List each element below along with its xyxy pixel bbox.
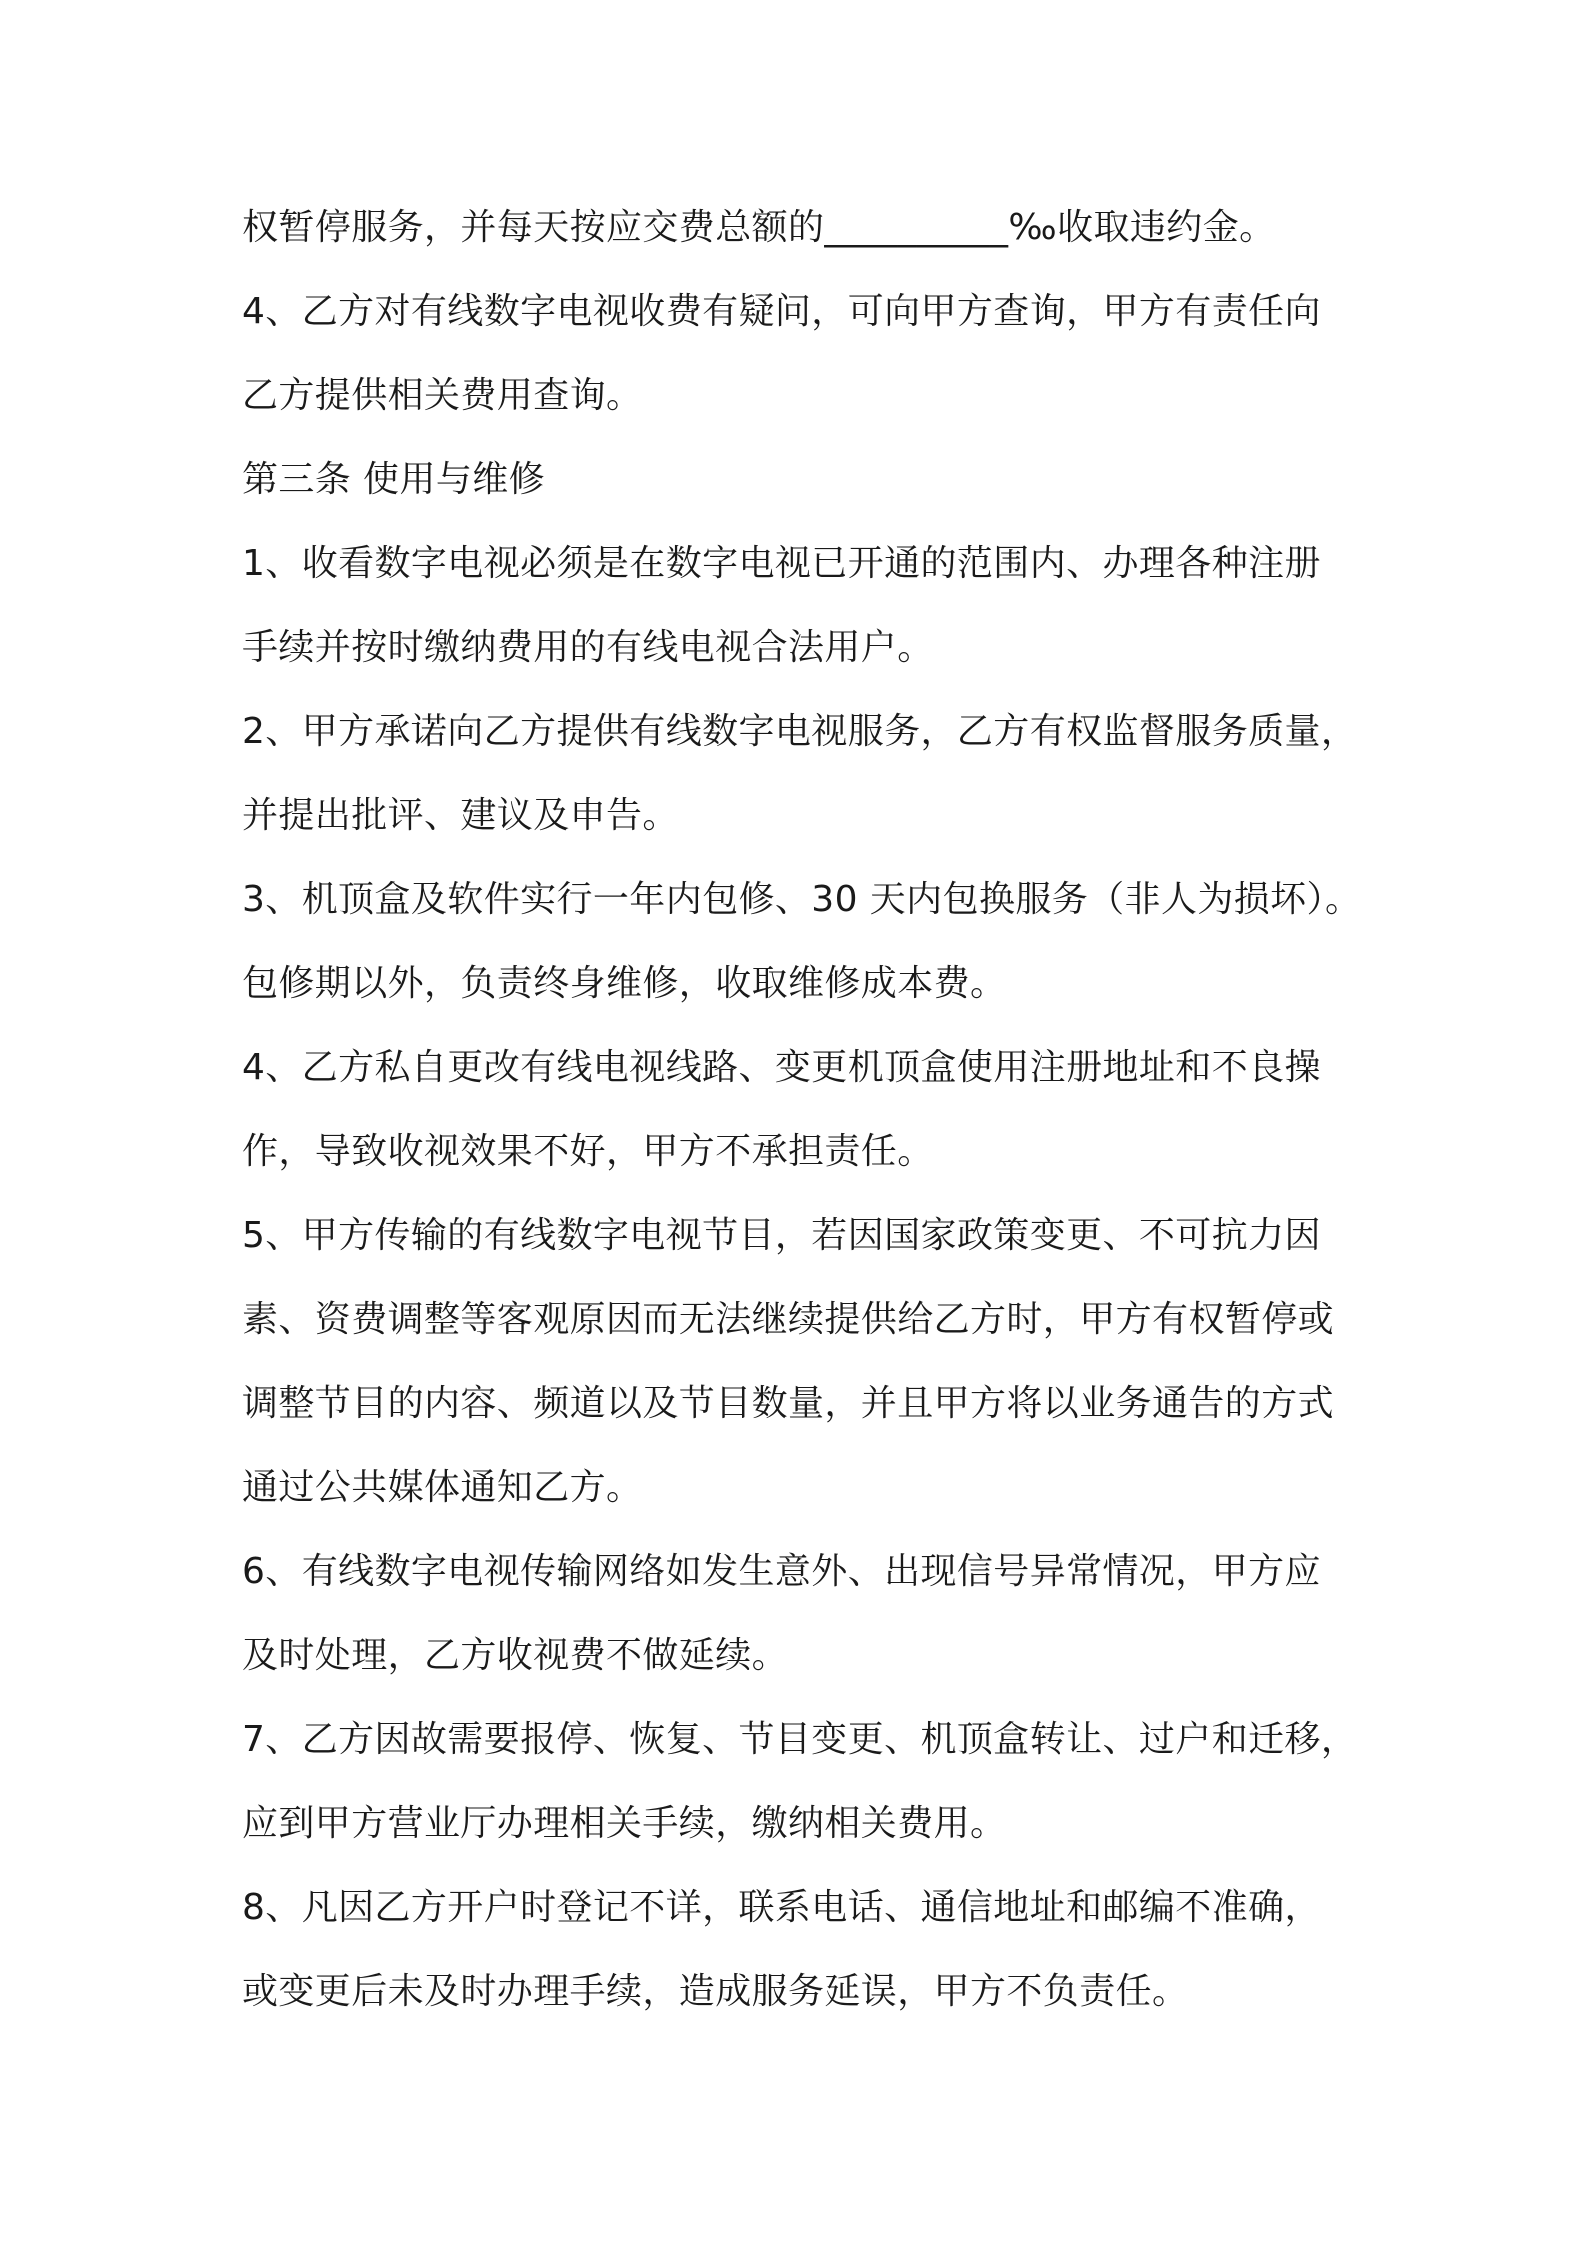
text-line: 6、有线数字电视传输网络如发生意外、出现信号异常情况，甲方应 bbox=[242, 1551, 1321, 1592]
text-line: 2、甲方承诺向乙方提供有线数字电视服务，乙方有权监督服务质量， bbox=[242, 711, 1358, 752]
text-line: 1、收看数字电视必须是在数字电视已开通的范围内、办理各种注册 bbox=[242, 543, 1321, 584]
text-line: 通过公共媒体通知乙方。 bbox=[242, 1467, 643, 1508]
text-line: 作，导致收视效果不好，甲方不承担责任。 bbox=[242, 1131, 934, 1172]
text-line: 8、凡因乙方开户时登记不详，联系电话、通信地址和邮编不准确， bbox=[242, 1887, 1321, 1928]
text-line: 或变更后未及时办理手续，造成服务延误，甲方不负责任。 bbox=[242, 1971, 1189, 2012]
text-line: 3、机顶盒及软件实行一年内包修、30 天内包换服务（非人为损坏）。 bbox=[242, 879, 1362, 920]
text-line: 手续并按时缴纳费用的有线电视合法用户。 bbox=[242, 627, 934, 668]
text-line: 应到甲方营业厅办理相关手续，缴纳相关费用。 bbox=[242, 1803, 1007, 1844]
text-line: 及时处理，乙方收视费不做延续。 bbox=[242, 1635, 789, 1676]
text-line: 并提出批评、建议及申告。 bbox=[242, 795, 679, 836]
text-line: 5、甲方传输的有线数字电视节目，若因国家政策变更、不可抗力因 bbox=[242, 1215, 1321, 1256]
text-line: 包修期以外，负责终身维修，收取维修成本费。 bbox=[242, 963, 1007, 1004]
text-line: 权暂停服务，并每天按应交费总额的__________‰收取违约金。 bbox=[242, 207, 1276, 248]
text-line: 调整节目的内容、频道以及节目数量，并且甲方将以业务通告的方式 bbox=[242, 1383, 1335, 1424]
section-heading: 第三条 使用与维修 bbox=[242, 459, 546, 500]
text-line: 素、资费调整等客观原因而无法继续提供给乙方时，甲方有权暂停或 bbox=[242, 1299, 1335, 1340]
text-line: 4、乙方私自更改有线电视线路、变更机顶盒使用注册地址和不良操 bbox=[242, 1047, 1321, 1088]
text-line: 7、乙方因故需要报停、恢复、节目变更、机顶盒转让、过户和迁移， bbox=[242, 1719, 1358, 1760]
text-line: 4、乙方对有线数字电视收费有疑问，可向甲方查询，甲方有责任向 bbox=[242, 291, 1321, 332]
text-line: 乙方提供相关费用查询。 bbox=[242, 375, 643, 416]
